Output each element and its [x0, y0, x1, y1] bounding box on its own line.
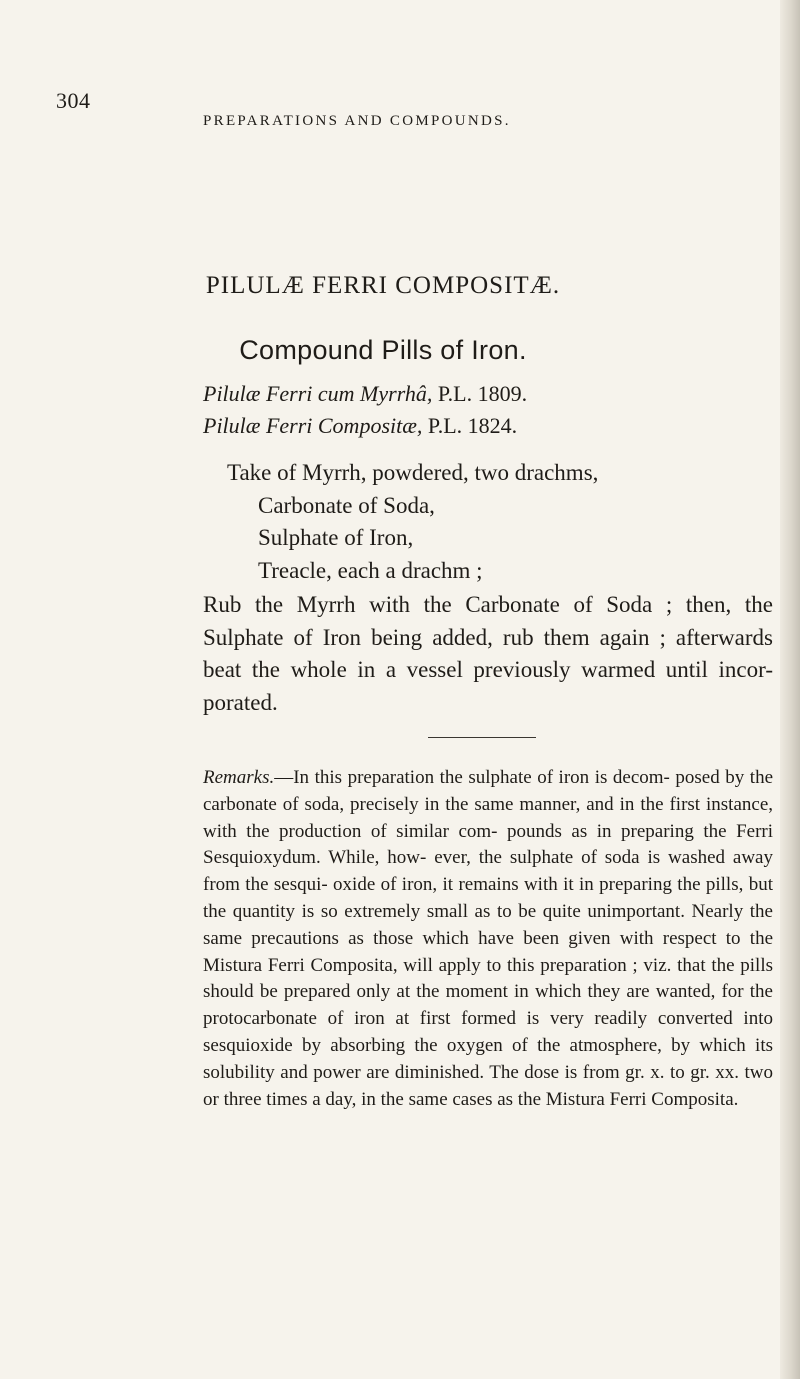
recipe-line: Carbonate of Soda,	[258, 493, 435, 518]
synonym-name: Pilulæ Ferri cum Myrrhâ,	[203, 381, 433, 406]
recipe-line: Sulphate of Iron,	[258, 525, 414, 550]
recipe-line: Take of Myrrh, powdered, two drachms,	[227, 460, 599, 485]
recipe-line: Treacle, each a drachm ;	[258, 558, 483, 583]
section-subtitle: Compound Pills of Iron.	[239, 335, 527, 365]
remarks-paragraph	[203, 765, 773, 1113]
page-number: 304	[56, 88, 91, 113]
synonym-ref: P.L. 1824.	[427, 413, 518, 438]
synonym-line	[203, 381, 527, 407]
running-head: PREPARATIONS AND COMPOUNDS.	[203, 113, 511, 129]
section-divider	[428, 737, 536, 738]
synonym-ref: P.L. 1809.	[437, 381, 528, 406]
synonym-name: Pilulæ Ferri Compositæ,	[203, 413, 423, 438]
remarks-text: —In this preparation the sulphate of iron is decom- posed by the carbonate of soda, precisely in the same manner, and in the first instance, with the production of similar com- pounds as in preparing the Ferri Sesquioxydum. While, how- ever, the sulphate of soda is washed away from the sesqui- oxide of iron, it remains with it in preparing the pills, but the quantity is so extremely small as to be quite unimportant. Nearly the same precautions as those which have been given with respect to the Mistura Ferri Composita, will apply to this preparation ; viz. that the pills should be prepared only at the moment in which they are wanted, for the protocarbonate of iron at first formed is very readily converted into sesquioxide by absorbing the oxygen of the atmosphere, by which its solubility and power are diminished. The dose is from gr. x. to gr. xx. two or three times a day, in the same cases as the Mistura Ferri Composita.	[203, 767, 773, 1110]
synonym-line	[203, 413, 517, 439]
recipe-directions: Rub the Myrrh with the Carbonate of Soda ; then, the Sulphate of Iron being added, rub them again ; afterwards beat the whole in a vessel previously warmed until incor- porated.	[203, 592, 773, 715]
remarks-label: Remarks.	[203, 767, 275, 788]
section-title: PILULÆ FERRI COMPOSITÆ.	[205, 272, 561, 299]
page-gutter-shadow	[780, 0, 800, 1379]
